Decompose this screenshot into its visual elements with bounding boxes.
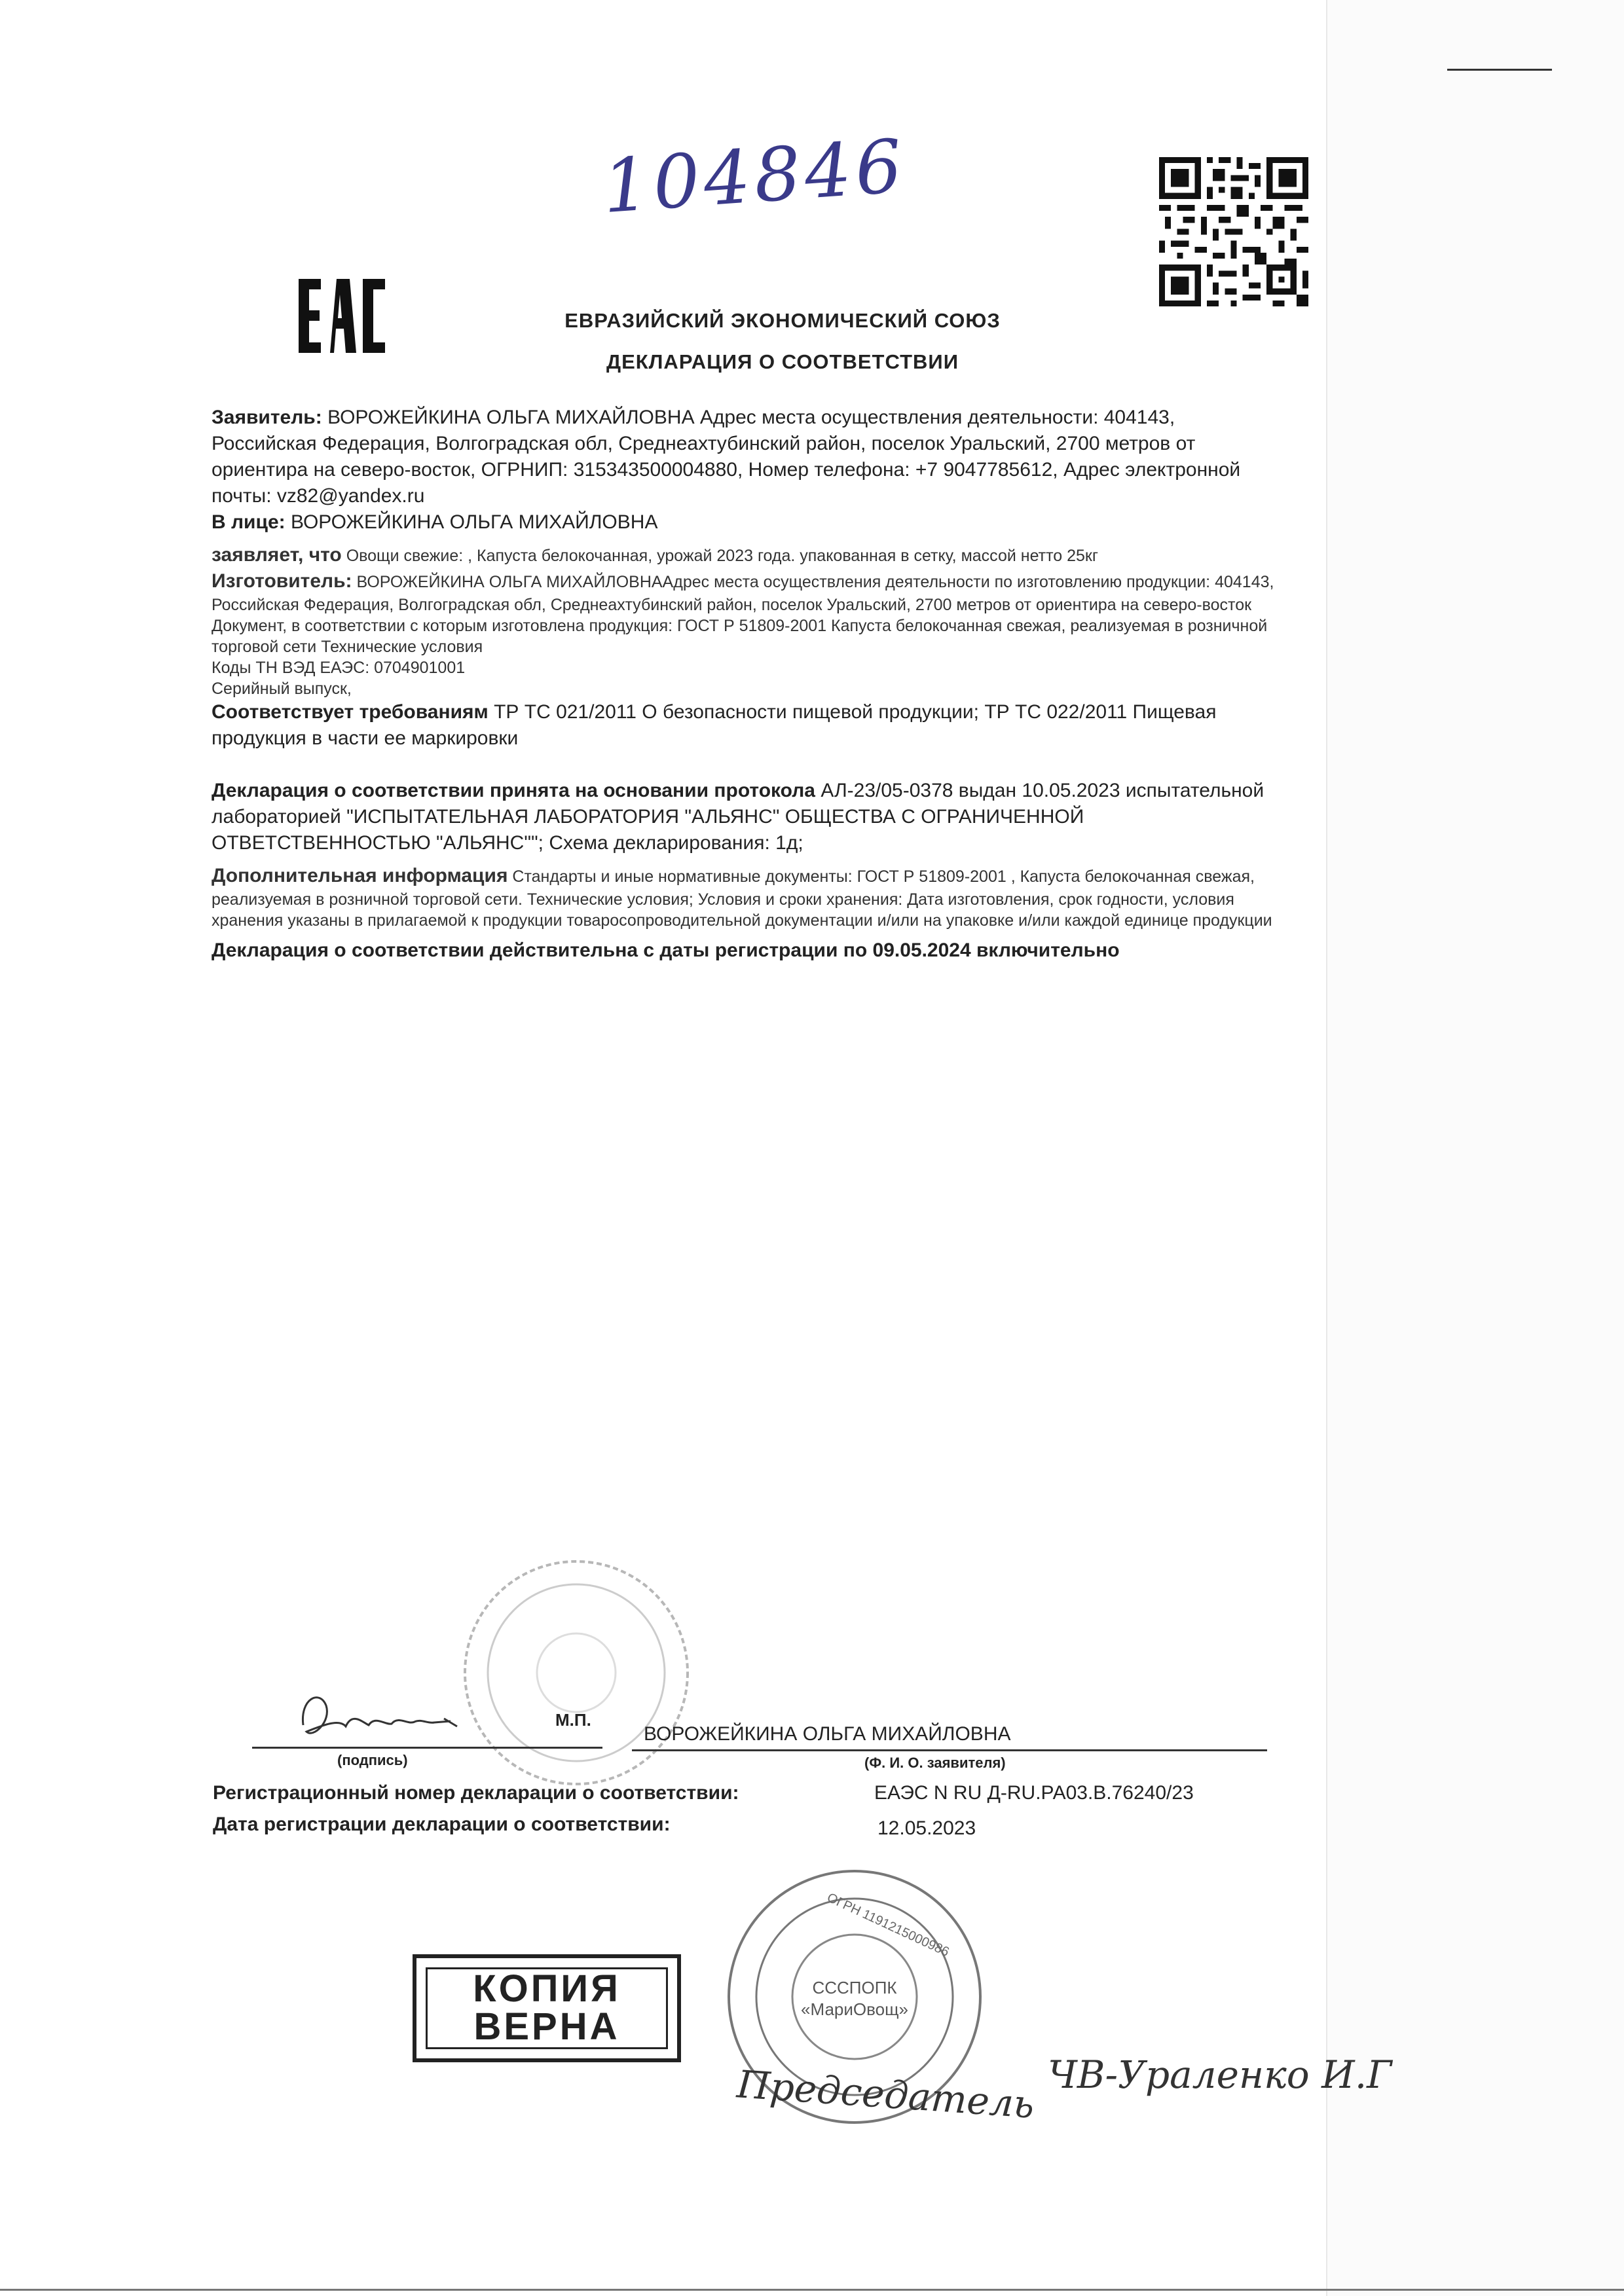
protocol-paragraph (212, 778, 1276, 856)
registration-date-value: 12.05.2023 (877, 1817, 976, 1839)
signature-line (252, 1747, 602, 1749)
registration-number-label: Регистрационный номер декларации о соответствии: (213, 1782, 739, 1804)
manufacturer-paragraph (212, 568, 1276, 615)
applicant-round-stamp (458, 1555, 694, 1791)
handwritten-number: 104846 (600, 123, 909, 230)
seal-place-label: М.П. (555, 1710, 591, 1730)
requirements-label: Соответствует требованиям (212, 701, 489, 723)
applicant-label: Заявитель: (212, 407, 322, 428)
protocol-label: Декларация о соответствии принята на основании протокола (212, 780, 815, 801)
document-basis: Документ, в соответствии с которым изготовлена продукция: ГОСТ Р 51809-2001 Капуста белокочанная свежая, реализуемая в розничной торговой сети Технические условия (212, 617, 1268, 656)
manufacturer-label: Изготовитель: (212, 570, 352, 592)
signature-caption: (подпись) (337, 1752, 408, 1768)
applicant-signature (293, 1686, 470, 1751)
copy-stamp-line2: ВЕРНА (473, 2005, 620, 2048)
additional-text: Стандарты и иные нормативные документы: ГОСТ Р 51809-2001 , Капуста белокочанная свежая, реализуемая в розничной торговой сети. Технические условия; Условия и сроки хранения: Дата изготовления, срок годности, условия хранения указаны в прилагаемой к продукции товаросопроводительной документации и/или на упаковке и/или каждой единице продукции (212, 867, 1272, 930)
manufacturer-text: ВОРОЖЕЙКИНА ОЛЬГА МИХАЙЛОВНААдрес места осуществления деятельности по изготовлению продукции: 404143, Российская Федерация, Волгоградская обл, Среднеахтубинский район, поселок Уральский, 2700 метров от ориентира на северо-восток (212, 573, 1274, 614)
applicant-paragraph (212, 405, 1276, 509)
applicant-name: ВОРОЖЕЙКИНА ОЛЬГА МИХАЙЛОВНА (644, 1723, 1011, 1745)
name-line (632, 1749, 1267, 1751)
handwritten-position: Председатель (735, 2062, 1036, 2127)
scan-artifact-line (0, 2289, 1624, 2291)
handwritten-name: ЧВ-Ураленко И.Г (1048, 2052, 1392, 2097)
additional-paragraph (212, 863, 1276, 931)
stamp-ogrn: ОГРН 1191215000986 (824, 1890, 951, 1960)
serial-release: Серийный выпуск, (212, 680, 352, 698)
person-text: ВОРОЖЕЙКИНА ОЛЬГА МИХАЙЛОВНА (285, 511, 658, 533)
declares-paragraph (212, 542, 1276, 568)
declares-text: Овощи свежие: , Капуста белокочанная, урожай 2023 года. упакованная в сетку, массой нетто 25кг (341, 547, 1098, 565)
tn-ved-codes: Коды ТН ВЭД ЕАЭС: 0704901001 (212, 659, 466, 677)
requirements-paragraph (212, 699, 1276, 752)
declaration-body (212, 405, 1276, 964)
requirements-text: ТР ТС 021/2011 О безопасности пищевой продукции; ТР ТС 022/2011 Пищевая продукция в части ее маркировки (212, 701, 1217, 749)
additional-label: Дополнительная информация (212, 865, 508, 886)
qr-code (1159, 157, 1308, 306)
name-caption: (Ф. И. О. заявителя) (864, 1755, 1006, 1771)
declares-label: заявляет, что (212, 544, 342, 566)
scan-artifact-line (1447, 69, 1552, 71)
declaration-title: ДЕКЛАРАЦИЯ О СООТВЕТСТВИИ (606, 350, 959, 373)
union-title: ЕВРАЗИЙСКИЙ ЭКОНОМИЧЕСКИЙ СОЮЗ (564, 309, 1001, 332)
stamp-line2: «МариОвощ» (801, 1999, 908, 2019)
copy-stamp-line1: КОПИЯ (473, 1967, 621, 2010)
stamp-line1: СССПОПК (812, 1978, 897, 1997)
protocol-text: АЛ-23/05-0378 выдан 10.05.2023 испытательной лабораторией "ИСПЫТАТЕЛЬНАЯ ЛАБОРАТОРИЯ "АЛЬЯНС" ОБЩЕСТВА С ОГРАНИЧЕННОЙ ОТВЕТСТВЕННОСТЬЮ "АЛЬЯНС""; Схема декларирования: 1д; (212, 780, 1264, 854)
person-paragraph (212, 509, 1276, 536)
registration-number-value: ЕАЭС N RU Д-RU.РА03.В.76240/23 (874, 1782, 1194, 1804)
validity-statement: Декларация о соответствии действительна с даты регистрации по 09.05.2024 включительно (212, 939, 1120, 961)
person-label: В лице: (212, 511, 286, 533)
copy-certified-stamp (413, 1954, 681, 2062)
applicant-text: ВОРОЖЕЙКИНА ОЛЬГА МИХАЙЛОВНА Адрес места осуществления деятельности: 404143, Российская Федерация, Волгоградская обл, Среднеахтубинский район, поселок Уральский, 2700 метров от ориентира на северо-восток, ОГРНИП: 315343500004880, Номер телефона: +7 9047785612, Адрес электронной почты: vz82@yandex.ru (212, 407, 1241, 507)
registration-date-label: Дата регистрации декларации о соответствии: (213, 1813, 671, 1835)
scan-edge (1326, 0, 1624, 2296)
